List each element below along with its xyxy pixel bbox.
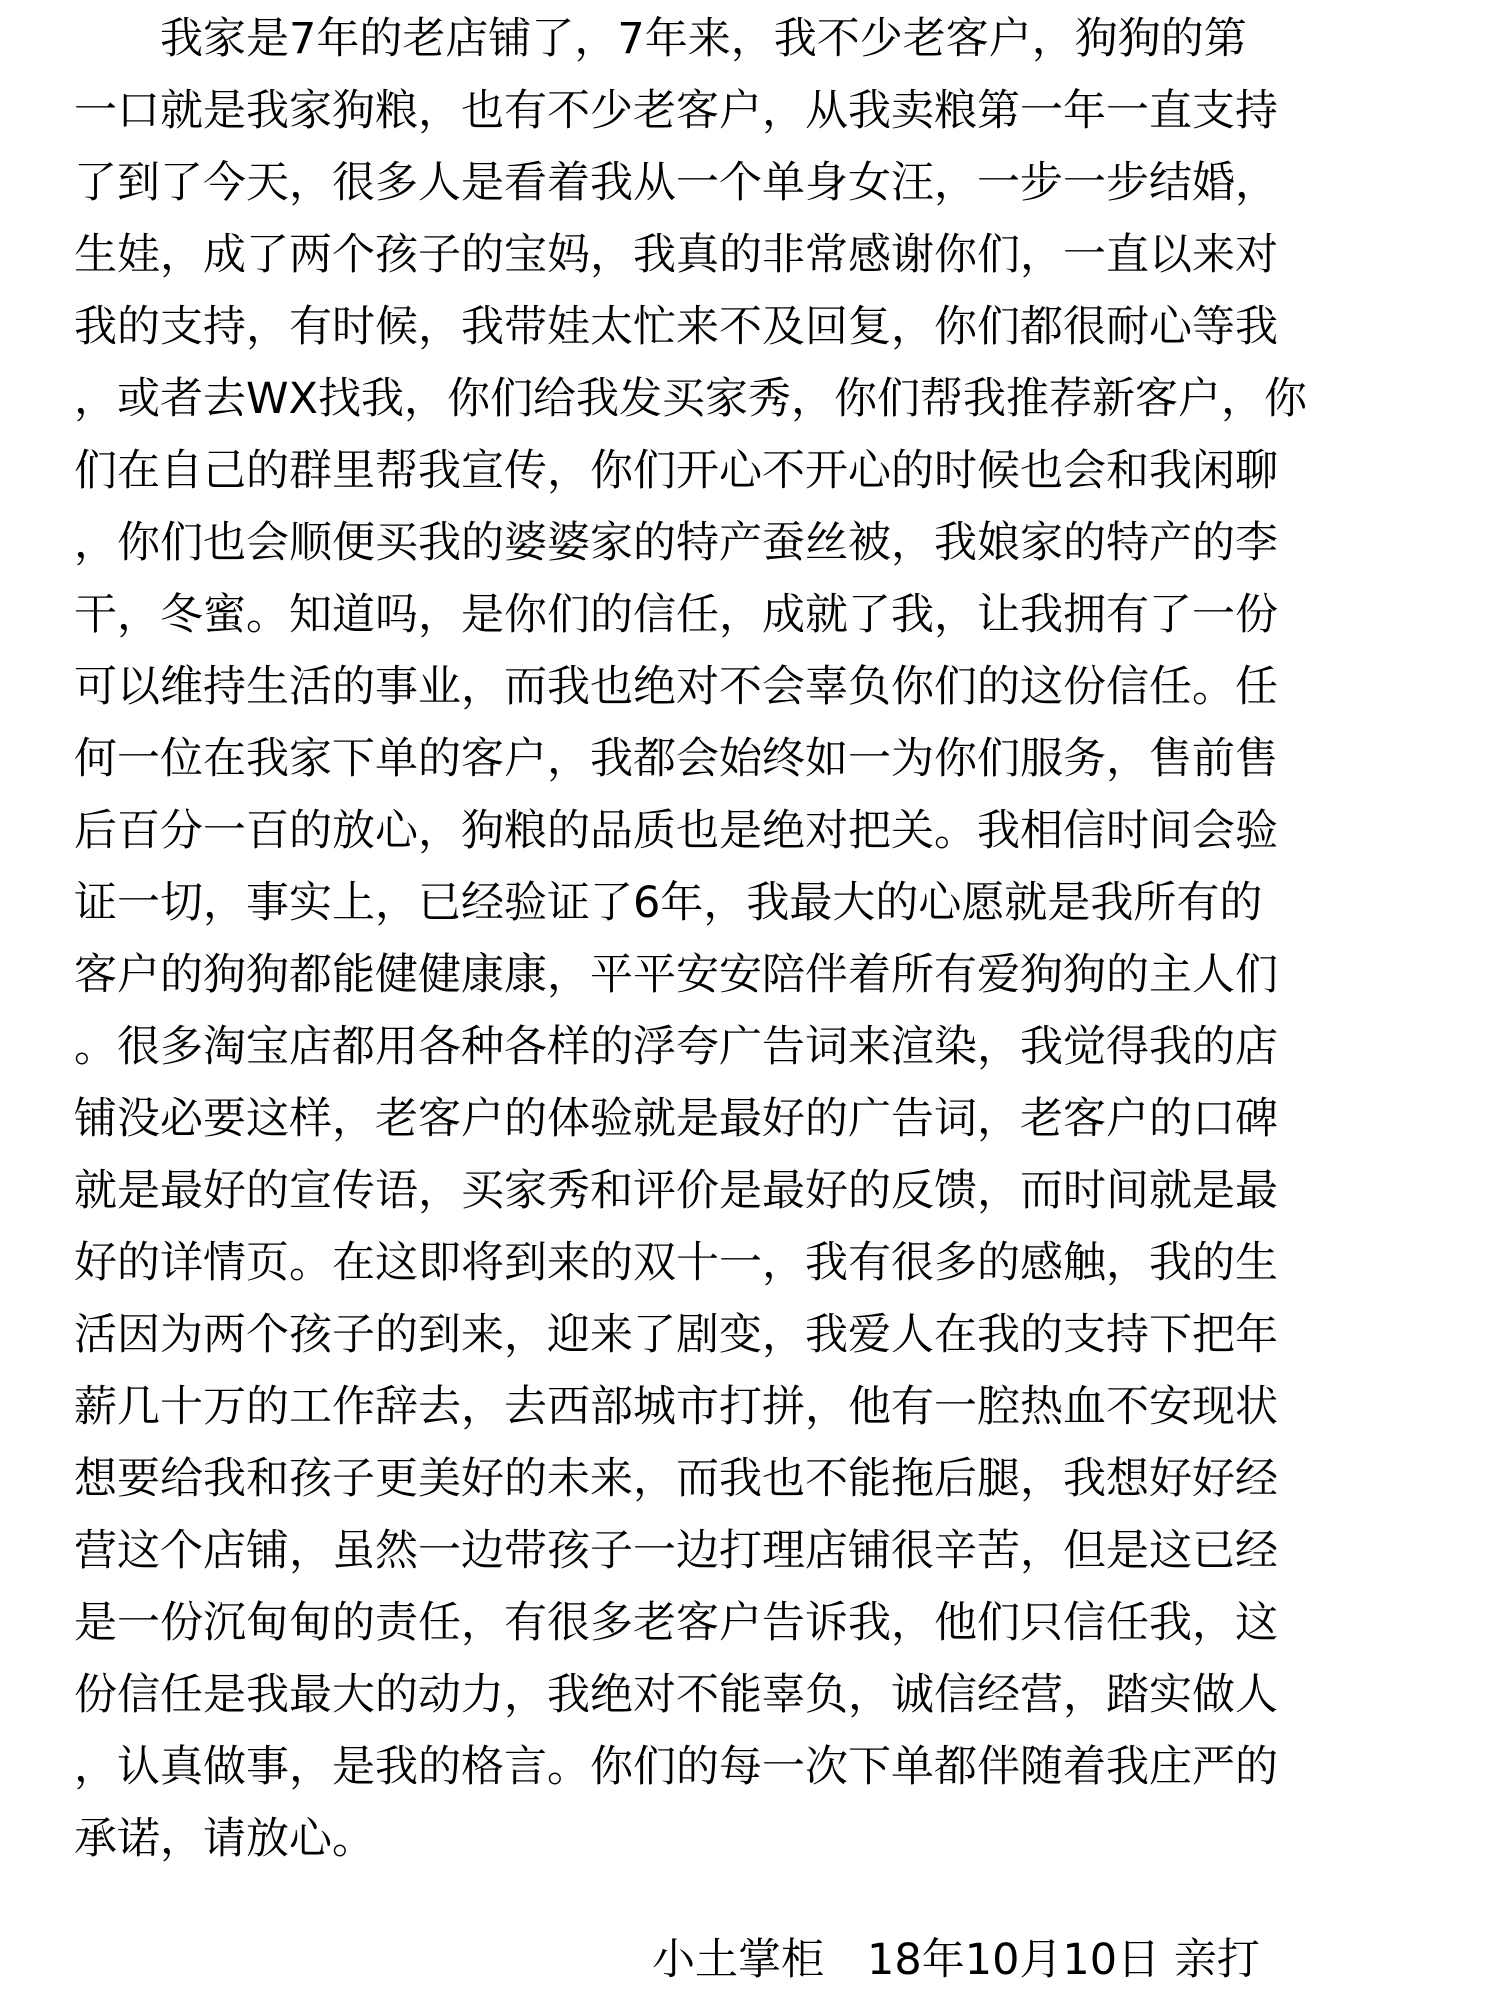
letter-line: 铺没必要这样，老客户的体验就是最好的广告词，老客户的口碑: [74, 1094, 1278, 1144]
letter-line: 好的详情页。在这即将到来的双十一，我有很多的感触，我的生: [74, 1238, 1278, 1288]
letter-line: 营这个店铺，虽然一边带孩子一边打理店铺很辛苦，但是这已经: [74, 1526, 1278, 1576]
letter-line: ，认真做事，是我的格言。你们的每一次下单都伴随着我庄严的: [74, 1742, 1278, 1792]
letter-line: 一口就是我家狗粮，也有不少老客户，从我卖粮第一年一直支持: [74, 86, 1278, 136]
letter-line: 薪几十万的工作辞去，去西部城市打拼，他有一腔热血不安现状: [74, 1382, 1278, 1432]
letter-line: 我的支持，有时候，我带娃太忙来不及回复，你们都很耐心等我: [74, 302, 1278, 352]
letter-line: 活因为两个孩子的到来，迎来了剧变，我爱人在我的支持下把年: [74, 1310, 1278, 1360]
letter-line: 生娃，成了两个孩子的宝妈，我真的非常感谢你们，一直以来对: [74, 230, 1278, 280]
signature-date: 小土掌柜 18年10月10日 亲打: [652, 1935, 1260, 1985]
letter-line: 了到了今天，很多人是看着我从一个单身女汪，一步一步结婚，: [74, 158, 1278, 208]
letter-line: 后百分一百的放心，狗粮的品质也是绝对把关。我相信时间会验: [74, 806, 1278, 856]
letter-line: ，或者去WX找我，你们给我发买家秀，你们帮我推荐新客户，你: [74, 374, 1307, 424]
letter-line: 承诺，请放心。: [74, 1814, 375, 1864]
letter-line: 我家是7年的老店铺了，7年来，我不少老客户，狗狗的第: [74, 14, 1247, 64]
letter-line: 。很多淘宝店都用各种各样的浮夸广告词来渲染，我觉得我的店: [74, 1022, 1278, 1072]
letter-line: 干，冬蜜。知道吗，是你们的信任，成就了我，让我拥有了一份: [74, 590, 1278, 640]
letter-line: 就是最好的宣传语，买家秀和评价是最好的反馈，而时间就是最: [74, 1166, 1278, 1216]
letter-line: 份信任是我最大的动力，我绝对不能辜负，诚信经营，踏实做人: [74, 1670, 1278, 1720]
letter-line: 想要给我和孩子更美好的未来，而我也不能拖后腿，我想好好经: [74, 1454, 1278, 1504]
letter-line: 可以维持生活的事业，而我也绝对不会辜负你们的这份信任。任: [74, 662, 1278, 712]
letter-line: ，你们也会顺便买我的婆婆家的特产蚕丝被，我娘家的特产的李: [74, 518, 1278, 568]
letter-line: 客户的狗狗都能健健康康，平平安安陪伴着所有爱狗狗的主人们: [74, 950, 1278, 1000]
letter-line: 们在自己的群里帮我宣传，你们开心不开心的时候也会和我闲聊: [74, 446, 1278, 496]
letter-line: 何一位在我家下单的客户，我都会始终如一为你们服务，售前售: [74, 734, 1278, 784]
letter-line: 证一切，事实上，已经验证了6年，我最大的心愿就是我所有的: [74, 878, 1263, 928]
letter-line: 是一份沉甸甸的责任，有很多老客户告诉我，他们只信任我，这: [74, 1598, 1278, 1648]
